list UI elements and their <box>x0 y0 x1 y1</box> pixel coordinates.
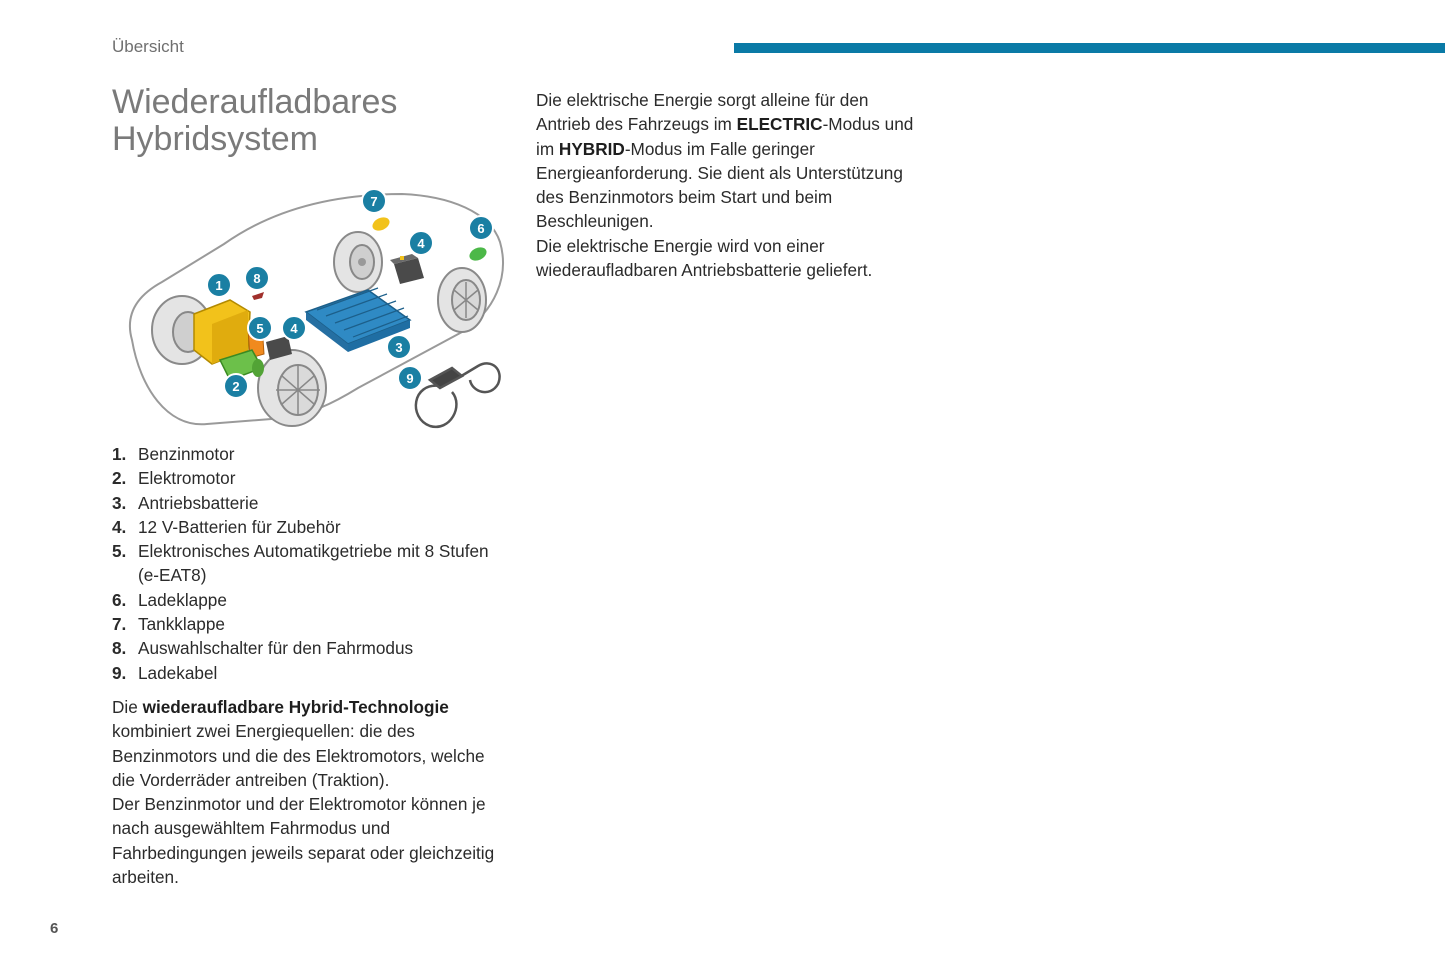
right-p1-c: -Modus und im <box>536 114 914 159</box>
list-item-number: 1. <box>112 444 127 464</box>
callout-6-label: 6 <box>477 221 485 236</box>
intro-p2: Der Benzinmotor und der Elektromotor können je nach ausgewähltem Fahrmodus und Fahrbedingungen jeweils separat oder gleichzeitig arbeiten. <box>112 794 495 888</box>
list-item <box>112 491 512 515</box>
list-item-label: Auswahlschalter für den Fahrmodus <box>138 638 414 659</box>
list-item <box>112 636 512 660</box>
charging-cable <box>416 363 500 426</box>
list-item-number: 2. <box>112 468 127 489</box>
callout-9-label: 9 <box>406 371 414 386</box>
rear-right-wheel <box>438 268 486 332</box>
list-item-label: Antriebsbatterie <box>138 492 259 513</box>
callout-3 <box>387 335 411 359</box>
callout-4-front <box>282 316 306 340</box>
electric-energy-text <box>536 88 916 282</box>
section-label: Übersicht <box>112 37 184 56</box>
intro-text <box>112 695 512 889</box>
page-number: 6 <box>50 920 59 937</box>
intro-p1-post: kombiniert zwei Energiequellen: die des Benzinmotors und die des Elektromotors, welche die Vorderräder antreiben (Traktion). <box>112 721 485 790</box>
list-item-number: 3. <box>112 492 127 513</box>
rear-left-wheel <box>334 232 382 292</box>
list-item <box>112 515 512 539</box>
list-item-number: 9. <box>112 662 127 683</box>
callout-6 <box>469 216 493 240</box>
front-right-wheel <box>258 350 326 426</box>
list-item-number: 6. <box>112 589 127 610</box>
list-item-number: 7. <box>112 614 127 635</box>
list-item <box>112 661 512 685</box>
callout-4-rear <box>409 231 433 255</box>
page-title <box>112 84 512 158</box>
list-item-label: Ladekabel <box>138 662 218 683</box>
callout-4-rear-label: 4 <box>417 236 425 251</box>
callout-5 <box>248 316 272 340</box>
callout-7 <box>362 189 386 213</box>
right-p1-hybrid: HYBRID <box>558 138 625 159</box>
right-p2: Die elektrische Energie wird von einer wiederaufladbaren Antriebsbatterie geliefert. <box>536 235 873 281</box>
list-item-label: Tankklappe <box>138 614 225 635</box>
callout-3-label: 3 <box>395 340 403 355</box>
callout-1 <box>207 273 231 297</box>
list-item-label: Elektromotor <box>138 468 236 489</box>
list-item <box>112 539 512 588</box>
right-p1-e: -Modus im Falle geringer Energieanforderung. Sie dient als Unterstützung des Benzinmotors beim Start und beim Beschleunigen. <box>536 138 903 232</box>
callout-8 <box>245 266 269 290</box>
list-item <box>112 612 512 636</box>
right-p1-a: Die elektrische Energie sorgt alleine für den Antrieb des Fahrzeugs im <box>536 90 869 135</box>
page-title-line-2: Hybridsystem <box>112 120 318 158</box>
list-item <box>112 588 512 612</box>
list-item-label: Elektronisches Automatikgetriebe mit 8 Stufen (e-EAT8) <box>138 541 489 586</box>
list-item-number: 8. <box>112 638 127 659</box>
hybrid-system-illustration <box>112 182 512 434</box>
callout-2 <box>224 374 248 398</box>
list-item-number: 5. <box>112 541 127 562</box>
callout-8-label: 8 <box>253 271 261 286</box>
right-p1-electric: ELECTRIC <box>736 114 823 135</box>
callout-1-label: 1 <box>215 278 223 293</box>
list-item-number: 4. <box>112 516 127 537</box>
parts-list <box>112 442 512 685</box>
intro-p1-pre: Die <box>112 697 143 717</box>
list-item <box>112 442 512 466</box>
header-accent-bar <box>734 43 1445 53</box>
page-title-line-1: Wiederaufladbares <box>112 83 398 121</box>
callout-4-front-label: 4 <box>290 321 298 336</box>
callout-5-label: 5 <box>256 321 264 336</box>
list-item-label: Benzinmotor <box>138 444 235 464</box>
intro-p1-bold: wiederaufladbare Hybrid-Technologie <box>142 697 449 717</box>
list-item-label: Ladeklappe <box>138 589 227 610</box>
callout-7-label: 7 <box>370 194 378 209</box>
list-item-label: 12 V-Batterien für Zubehör <box>138 516 341 537</box>
list-item <box>112 466 512 490</box>
callout-2-label: 2 <box>232 379 240 394</box>
callout-9 <box>398 366 422 390</box>
